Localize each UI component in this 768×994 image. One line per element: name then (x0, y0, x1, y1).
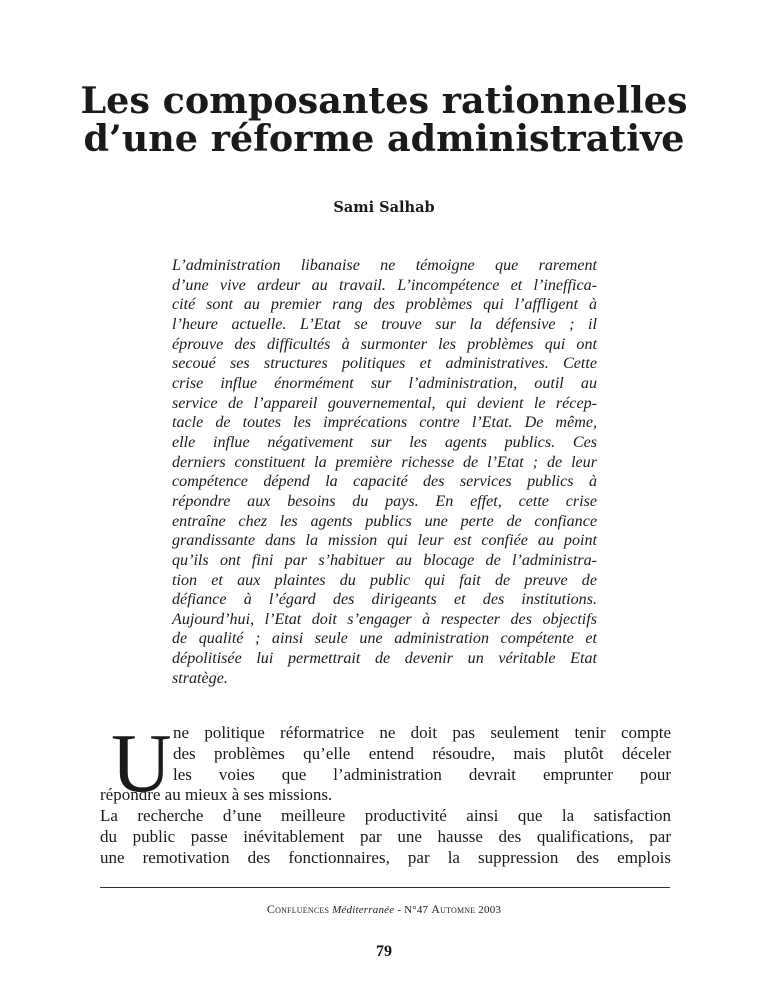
abstract-line: elle influe négativement sur les agents publics. Ces (172, 433, 597, 451)
title-line-2: d’une réforme administrative (83, 117, 685, 160)
abstract-line: grandissante dans la mission qui leur est confiée au point (172, 532, 597, 550)
body-line: répondre au mieux à ses missions. (100, 785, 333, 805)
journal-name: Confluences (266, 902, 330, 916)
page-number: 79 (376, 943, 392, 960)
abstract-line: cité sont au premier rang des problèmes qui l’affligent à (172, 296, 597, 314)
abstract-line: d’une vive ardeur au travail. L’incompétence et l’ineffica- (172, 276, 597, 294)
abstract (172, 256, 597, 688)
issue-season: Automne (431, 902, 476, 916)
issue-year: 2003 (475, 904, 502, 916)
abstract-line: tion et aux plaintes du public qui fait de preuve de (172, 571, 597, 589)
title-line-1: Les composantes rationnelles (80, 79, 688, 122)
body-line: des problèmes qu’elle entend résoudre, mais plutôt déceler (173, 743, 671, 763)
abstract-line: entraîne chez les agents publics une perte de confiance (172, 512, 597, 530)
abstract-line: éprouve des difficultés à surmonter les problèmes qui ont (172, 335, 597, 353)
body-text (100, 717, 671, 869)
journal-subtitle: Méditerranée (332, 904, 395, 916)
body-line: du public passe inévitablement par une hausse des qualifications, par (100, 826, 671, 846)
author-name: Sami Salhab (333, 199, 435, 216)
abstract-line: répondre aux besoins du pays. En effet, cette crise (172, 492, 597, 510)
abstract-line: Aujourd’hui, l’Etat doit s’engager à respecter des objectifs (172, 610, 597, 628)
issue-number: - N°47 (394, 904, 432, 916)
abstract-line: L’administration libanaise ne témoigne que rarement (172, 257, 597, 274)
body-line: ne politique réformatrice ne doit pas seulement tenir compte (173, 723, 671, 742)
abstract-line: défiance à l’égard des dirigeants et des institutions. (172, 591, 597, 609)
abstract-line: dépolitisée lui permettrait de devenir un véritable Etat (172, 650, 597, 668)
body-line: une remotivation des fonctionnaires, par la suppression des emplois (100, 847, 671, 867)
abstract-line: stratège. (172, 669, 228, 687)
abstract-line: service de l’appareil gouvernemental, qui devient le récep- (172, 394, 597, 412)
abstract-line: tacle de toutes les imprécations contre l’Etat. De même, (172, 414, 597, 432)
abstract-line: crise influe énormément sur l’administration, outil au (172, 374, 597, 392)
abstract-line: de qualité ; ainsi seule une administration compétente et (172, 630, 597, 648)
body-line: les voies que l’administration devrait emprunter pour (173, 764, 671, 784)
abstract-line: l’heure actuelle. L’Etat se trouve sur la défensive ; il (172, 315, 597, 333)
footer-divider (100, 887, 670, 888)
abstract-line: qu’ils ont fini par s’habituer au blocage de l’administra- (172, 551, 597, 569)
abstract-line: secoué ses structures politiques et administratives. Cette (172, 355, 597, 373)
article-title (60, 79, 708, 160)
drop-cap: U (111, 717, 172, 810)
abstract-line: derniers constituent la première richesse de l’Etat ; de leur (172, 453, 597, 471)
journal-footer (0, 902, 768, 917)
abstract-line: compétence dépend la capacité des services publics à (172, 473, 597, 491)
body-line: La recherche d’une meilleure productivité ainsi que la satisfaction (100, 806, 671, 826)
